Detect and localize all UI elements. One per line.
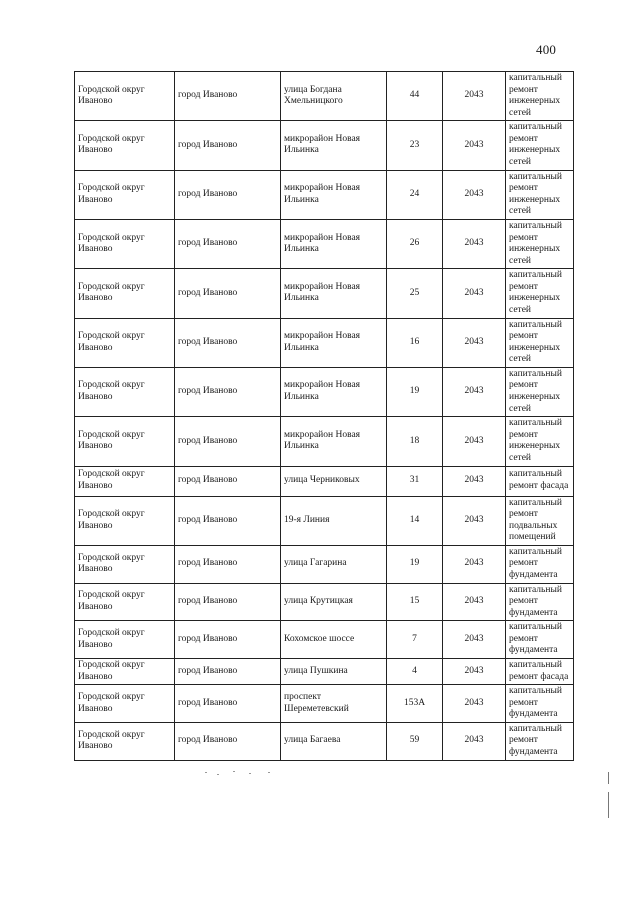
city-cell: город Иваново bbox=[175, 722, 281, 760]
street-cell: микрорайон Новая Ильинка bbox=[281, 121, 387, 170]
year-cell: 2043 bbox=[443, 685, 506, 723]
district-cell: Городской округ Иваново bbox=[75, 685, 175, 723]
district-cell: Городской округ Иваново bbox=[75, 417, 175, 466]
house-number-cell: 59 bbox=[387, 722, 443, 760]
year-cell: 2043 bbox=[443, 219, 506, 268]
house-number-cell: 7 bbox=[387, 621, 443, 659]
house-number-cell: 4 bbox=[387, 659, 443, 685]
street-cell: микрорайон Новая Ильинка bbox=[281, 367, 387, 416]
district-cell: Городской округ Иваново bbox=[75, 496, 175, 545]
district-cell: Городской округ Иваново bbox=[75, 170, 175, 219]
house-number-cell: 19 bbox=[387, 367, 443, 416]
city-cell: город Иваново bbox=[175, 545, 281, 583]
work-type-cell: капитальный ремонт фундамента bbox=[506, 545, 574, 583]
city-cell: город Иваново bbox=[175, 170, 281, 219]
year-cell: 2043 bbox=[443, 621, 506, 659]
district-cell: Городской округ Иваново bbox=[75, 583, 175, 621]
year-cell: 2043 bbox=[443, 496, 506, 545]
table-row bbox=[75, 367, 574, 416]
work-type-cell: капитальный ремонт фасада bbox=[506, 466, 574, 496]
work-type-cell: капитальный ремонт инженерных сетей bbox=[506, 219, 574, 268]
table-row bbox=[75, 722, 574, 760]
work-type-cell: капитальный ремонт инженерных сетей bbox=[506, 72, 574, 121]
year-cell: 2043 bbox=[443, 269, 506, 318]
table-row bbox=[75, 269, 574, 318]
city-cell: город Иваново bbox=[175, 219, 281, 268]
work-type-cell: капитальный ремонт фундамента bbox=[506, 722, 574, 760]
year-cell: 2043 bbox=[443, 466, 506, 496]
district-cell: Городской округ Иваново bbox=[75, 318, 175, 367]
work-type-cell: капитальный ремонт фундамента bbox=[506, 685, 574, 723]
street-cell: улица Богдана Хмельницкого bbox=[281, 72, 387, 121]
table-row bbox=[75, 545, 574, 583]
year-cell: 2043 bbox=[443, 659, 506, 685]
street-cell: микрорайон Новая Ильинка bbox=[281, 219, 387, 268]
city-cell: город Иваново bbox=[175, 367, 281, 416]
district-cell: Городской округ Иваново bbox=[75, 545, 175, 583]
scan-specks bbox=[205, 770, 275, 776]
table-row bbox=[75, 417, 574, 466]
street-cell: проспект Шереметевский bbox=[281, 685, 387, 723]
street-cell: микрорайон Новая Ильинка bbox=[281, 269, 387, 318]
city-cell: город Иваново bbox=[175, 269, 281, 318]
table-row bbox=[75, 466, 574, 496]
street-cell: улица Черниковых bbox=[281, 466, 387, 496]
year-cell: 2043 bbox=[443, 722, 506, 760]
district-cell: Городской округ Иваново bbox=[75, 621, 175, 659]
year-cell: 2043 bbox=[443, 72, 506, 121]
city-cell: город Иваново bbox=[175, 583, 281, 621]
district-cell: Городской округ Иваново bbox=[75, 367, 175, 416]
house-number-cell: 15 bbox=[387, 583, 443, 621]
table-row bbox=[75, 72, 574, 121]
table-row bbox=[75, 219, 574, 268]
table-row bbox=[75, 318, 574, 367]
table-row bbox=[75, 496, 574, 545]
city-cell: город Иваново bbox=[175, 318, 281, 367]
district-cell: Городской округ Иваново bbox=[75, 219, 175, 268]
house-number-cell: 25 bbox=[387, 269, 443, 318]
street-cell: Кохомское шоссе bbox=[281, 621, 387, 659]
page-number: 400 bbox=[536, 42, 557, 57]
margin-mark bbox=[608, 792, 609, 818]
district-cell: Городской округ Иваново bbox=[75, 121, 175, 170]
overhaul-register-table bbox=[74, 71, 574, 761]
street-cell: микрорайон Новая Ильинка bbox=[281, 417, 387, 466]
margin-mark bbox=[608, 772, 609, 784]
house-number-cell: 16 bbox=[387, 318, 443, 367]
work-type-cell: капитальный ремонт фундамента bbox=[506, 583, 574, 621]
work-type-cell: капитальный ремонт инженерных сетей bbox=[506, 417, 574, 466]
work-type-cell: капитальный ремонт инженерных сетей bbox=[506, 170, 574, 219]
house-number-cell: 23 bbox=[387, 121, 443, 170]
city-cell: город Иваново bbox=[175, 72, 281, 121]
street-cell: 19-я Линия bbox=[281, 496, 387, 545]
city-cell: город Иваново bbox=[175, 659, 281, 685]
district-cell: Городской округ Иваново bbox=[75, 722, 175, 760]
street-cell: улица Крутицкая bbox=[281, 583, 387, 621]
house-number-cell: 18 bbox=[387, 417, 443, 466]
district-cell: Городской округ Иваново bbox=[75, 269, 175, 318]
table-row bbox=[75, 621, 574, 659]
city-cell: город Иваново bbox=[175, 417, 281, 466]
house-number-cell: 14 bbox=[387, 496, 443, 545]
table-row bbox=[75, 659, 574, 685]
table-row bbox=[75, 685, 574, 723]
work-type-cell: капитальный ремонт инженерных сетей bbox=[506, 269, 574, 318]
register-body bbox=[75, 72, 574, 761]
year-cell: 2043 bbox=[443, 170, 506, 219]
house-number-cell: 44 bbox=[387, 72, 443, 121]
city-cell: город Иваново bbox=[175, 466, 281, 496]
house-number-cell: 19 bbox=[387, 545, 443, 583]
street-cell: микрорайон Новая Ильинка bbox=[281, 170, 387, 219]
year-cell: 2043 bbox=[443, 583, 506, 621]
table-row bbox=[75, 170, 574, 219]
city-cell: город Иваново bbox=[175, 685, 281, 723]
house-number-cell: 31 bbox=[387, 466, 443, 496]
city-cell: город Иваново bbox=[175, 621, 281, 659]
street-cell: улица Пушкина bbox=[281, 659, 387, 685]
year-cell: 2043 bbox=[443, 367, 506, 416]
work-type-cell: капитальный ремонт фасада bbox=[506, 659, 574, 685]
year-cell: 2043 bbox=[443, 545, 506, 583]
street-cell: улица Багаева bbox=[281, 722, 387, 760]
table-row bbox=[75, 121, 574, 170]
table-row bbox=[75, 583, 574, 621]
work-type-cell: капитальный ремонт фундамента bbox=[506, 621, 574, 659]
street-cell: улица Гагарина bbox=[281, 545, 387, 583]
house-number-cell: 24 bbox=[387, 170, 443, 219]
city-cell: город Иваново bbox=[175, 121, 281, 170]
district-cell: Городской округ Иваново bbox=[75, 466, 175, 496]
year-cell: 2043 bbox=[443, 417, 506, 466]
street-cell: микрорайон Новая Ильинка bbox=[281, 318, 387, 367]
work-type-cell: капитальный ремонт инженерных сетей bbox=[506, 318, 574, 367]
year-cell: 2043 bbox=[443, 121, 506, 170]
year-cell: 2043 bbox=[443, 318, 506, 367]
city-cell: город Иваново bbox=[175, 496, 281, 545]
house-number-cell: 153А bbox=[387, 685, 443, 723]
work-type-cell: капитальный ремонт инженерных сетей bbox=[506, 121, 574, 170]
district-cell: Городской округ Иваново bbox=[75, 659, 175, 685]
district-cell: Городской округ Иваново bbox=[75, 72, 175, 121]
work-type-cell: капитальный ремонт инженерных сетей bbox=[506, 367, 574, 416]
house-number-cell: 26 bbox=[387, 219, 443, 268]
work-type-cell: капитальный ремонт подвальных помещений bbox=[506, 496, 574, 545]
